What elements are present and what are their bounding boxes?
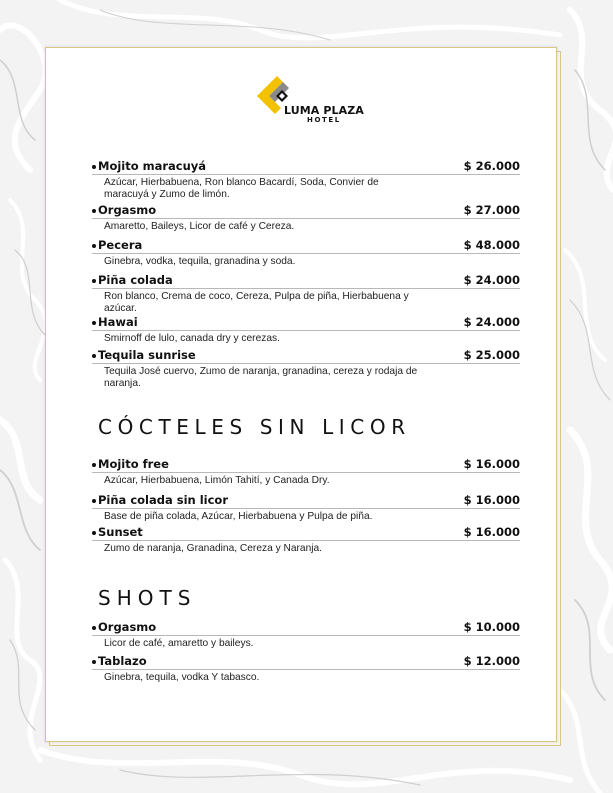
item-price: $ 27.000 bbox=[463, 203, 520, 217]
item-description: Smirnoff de lulo, canada dry y cerezas. bbox=[104, 333, 280, 344]
item-name: Orgasmo bbox=[98, 203, 157, 217]
item-price: $ 24.000 bbox=[463, 273, 520, 287]
menu-item bbox=[92, 348, 520, 390]
menu-item bbox=[92, 203, 520, 233]
item-description: Azúcar, Hierbabuena, Ron blanco Bacardí, Soda, Convier de maracuyá y Zumo de limón. bbox=[104, 177, 379, 200]
item-name: Piña colada sin licor bbox=[98, 493, 228, 507]
bullet-icon bbox=[92, 165, 96, 169]
logo-subtitle: HOTEL bbox=[307, 116, 341, 124]
item-description: Base de piña colada, Azúcar, Hierbabuena y Pulpa de piña. bbox=[104, 511, 373, 522]
bullet-icon bbox=[92, 626, 96, 630]
item-name: Sunset bbox=[98, 525, 143, 539]
item-description: Ginebra, vodka, tequila, granadina y soda. bbox=[104, 256, 296, 267]
logo-name: LUMA PLAZA bbox=[284, 104, 364, 117]
item-description: Zumo de naranja, Granadina, Cereza y Naranja. bbox=[104, 543, 323, 554]
item-description: Ron blanco, Crema de coco, Cereza, Pulpa de piña, Hierbabuena y azúcar. bbox=[104, 291, 409, 314]
item-price: $ 25.000 bbox=[463, 348, 520, 362]
item-name: Mojito free bbox=[98, 457, 169, 471]
menu-item bbox=[92, 620, 520, 650]
item-price: $ 12.000 bbox=[463, 654, 520, 668]
bullet-icon bbox=[92, 321, 96, 325]
bullet-icon bbox=[92, 531, 96, 535]
item-name: Pecera bbox=[98, 238, 143, 252]
item-name: Mojito maracuyá bbox=[98, 159, 207, 173]
item-price: $ 26.000 bbox=[463, 159, 520, 173]
item-price: $ 24.000 bbox=[463, 315, 520, 329]
menu-item bbox=[92, 525, 520, 555]
item-description: Amaretto, Baileys, Licor de café y Cereza. bbox=[104, 221, 295, 232]
section-title: CÓCTELES SIN LICOR bbox=[98, 415, 411, 439]
bullet-icon bbox=[92, 499, 96, 503]
item-description: Tequila José cuervo, Zumo de naranja, granadina, cereza y rodaja de naranja. bbox=[104, 366, 418, 389]
bullet-icon bbox=[92, 209, 96, 213]
menu-item bbox=[92, 493, 520, 523]
bullet-icon bbox=[92, 660, 96, 664]
menu-item bbox=[92, 273, 520, 315]
bullet-icon bbox=[92, 244, 96, 248]
section-title: SHOTS bbox=[98, 586, 197, 610]
item-name: Tablazo bbox=[98, 654, 147, 668]
item-name: Tequila sunrise bbox=[98, 348, 196, 362]
menu-item bbox=[92, 159, 520, 201]
item-price: $ 16.000 bbox=[463, 525, 520, 539]
item-description: Ginebra, tequila, vodka Y tabasco. bbox=[104, 672, 260, 683]
item-price: $ 16.000 bbox=[463, 493, 520, 507]
item-name: Piña colada bbox=[98, 273, 173, 287]
item-description: Azúcar, Hierbabuena, Limón Tahití, y Canada Dry. bbox=[104, 475, 330, 486]
bullet-icon bbox=[92, 279, 96, 283]
item-name: Hawai bbox=[98, 315, 138, 329]
item-price: $ 10.000 bbox=[463, 620, 520, 634]
menu-item bbox=[92, 238, 520, 268]
menu-card bbox=[45, 47, 557, 742]
hotel-logo bbox=[255, 74, 375, 126]
menu-item bbox=[92, 654, 520, 684]
bullet-icon bbox=[92, 463, 96, 467]
item-price: $ 48.000 bbox=[463, 238, 520, 252]
menu-item bbox=[92, 457, 520, 487]
menu-item bbox=[92, 315, 520, 345]
item-name: Orgasmo bbox=[98, 620, 157, 634]
bullet-icon bbox=[92, 354, 96, 358]
item-price: $ 16.000 bbox=[463, 457, 520, 471]
item-description: Licor de café, amaretto y baileys. bbox=[104, 638, 254, 649]
